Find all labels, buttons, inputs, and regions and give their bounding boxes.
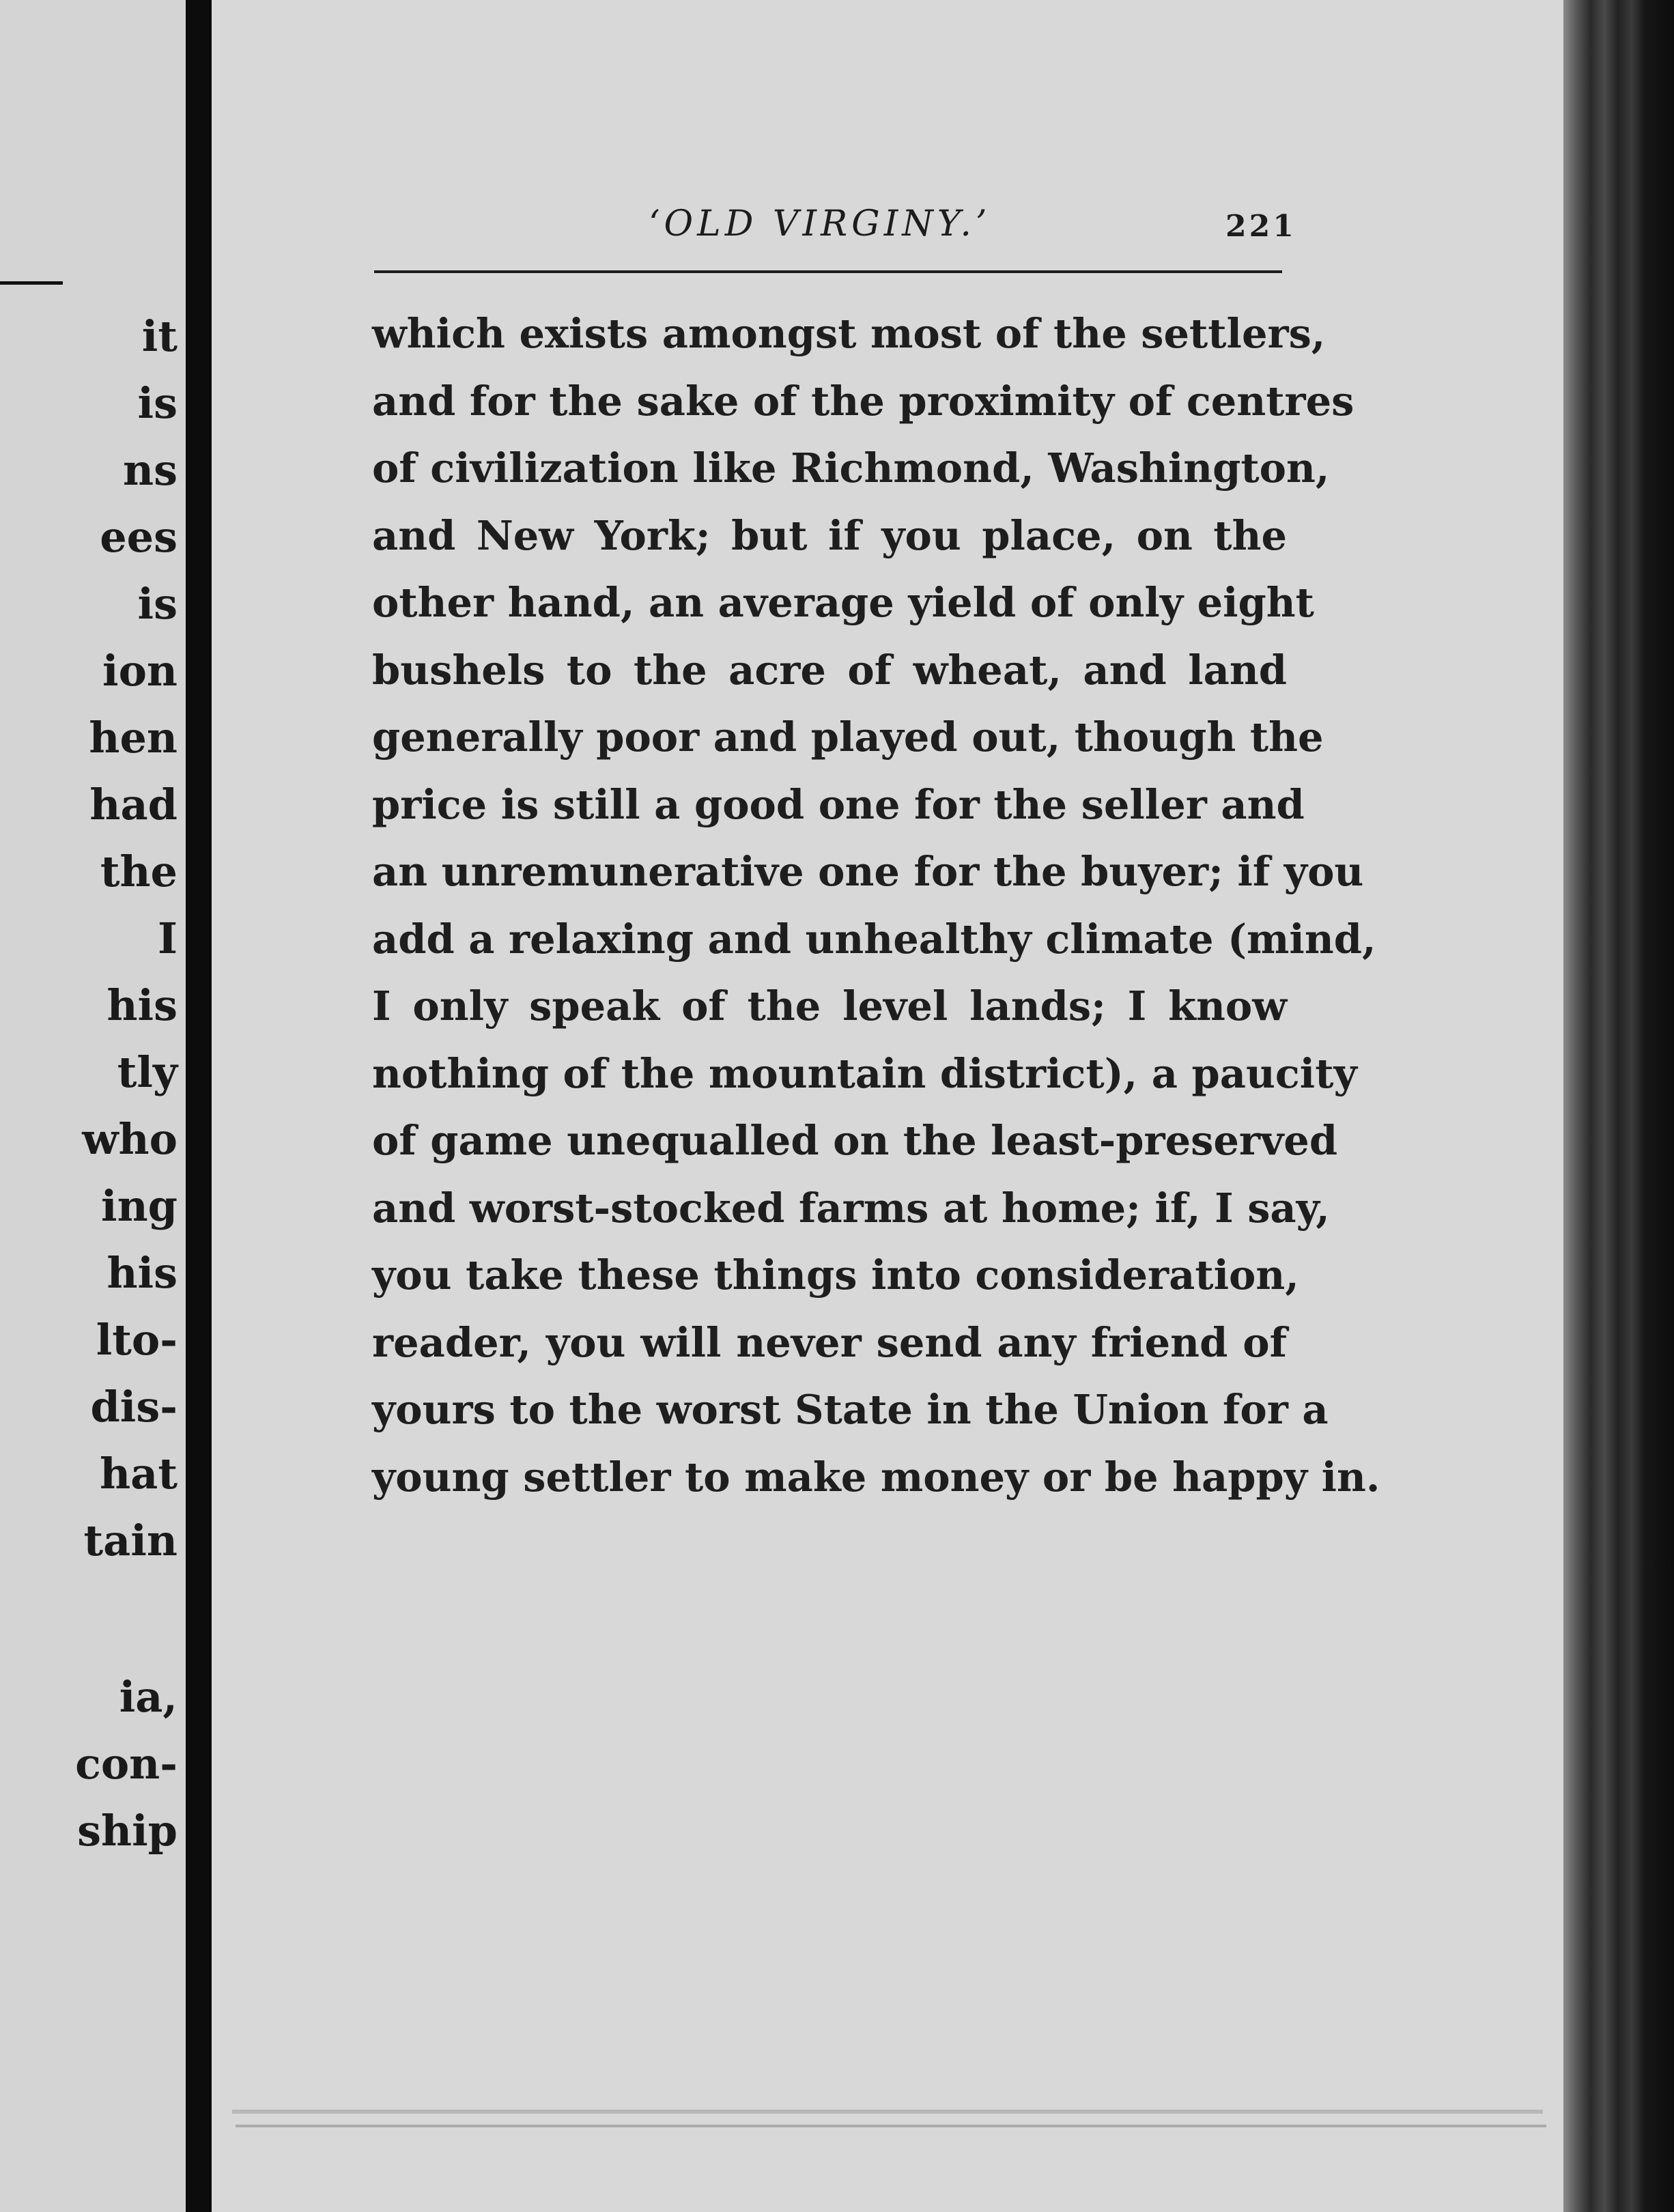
- page-number: 221: [1225, 209, 1296, 244]
- facing-page-fragment: had: [89, 780, 178, 830]
- text-line: an unremunerative one for the buyer; if you: [372, 848, 1364, 895]
- text-line: and worst-stocked farms at home; if, I say,: [372, 1184, 1330, 1232]
- text-line: yours to the worst State in the Union for a: [372, 1386, 1329, 1433]
- page-edge-line: [236, 2125, 1546, 2127]
- running-title: ‘OLD VIRGINY.’: [649, 203, 991, 244]
- text-line: generally poor and played out, though the: [372, 713, 1324, 761]
- facing-page-fragment: hat: [100, 1449, 178, 1499]
- text-line: and for the sake of the proximity of centres: [372, 377, 1354, 425]
- facing-page-fragment: his: [107, 1248, 178, 1298]
- facing-page-fragment: ia,: [119, 1672, 178, 1722]
- text-line: of game unequalled on the least-preserved: [372, 1117, 1338, 1164]
- facing-page-fragment: ns: [123, 445, 178, 495]
- text-line: I only speak of the level lands; I know: [372, 982, 1287, 1030]
- text-line: reader, you will never send any friend of: [372, 1318, 1287, 1366]
- text-line: add a relaxing and unhealthy climate (mind,: [372, 915, 1376, 963]
- facing-page-fragment: dis-: [90, 1382, 178, 1432]
- facing-page-fragment: his: [107, 980, 178, 1030]
- body-text: [372, 300, 1380, 1511]
- facing-page-fragment: con-: [75, 1739, 178, 1789]
- book-block-edge: [1563, 0, 1674, 2212]
- facing-page-left: [0, 0, 186, 2212]
- facing-page-fragment: lto-: [96, 1315, 178, 1365]
- text-line: nothing of the mountain district), a paucity: [372, 1049, 1357, 1097]
- facing-page-fragment: ees: [100, 512, 178, 562]
- facing-page-fragment: ing: [101, 1181, 178, 1231]
- text-line: young settler to make money or be happy in.: [372, 1453, 1380, 1501]
- text-line: you take these things into consideration,: [372, 1251, 1299, 1299]
- facing-page-fragment: tain: [83, 1516, 178, 1565]
- book-gutter: [186, 0, 212, 2212]
- text-line: of civilization like Richmond, Washington,: [372, 444, 1330, 492]
- header-rule: [374, 270, 1282, 273]
- text-line: and New York; but if you place, on the: [372, 511, 1287, 559]
- facing-page-fragment: ship: [77, 1806, 178, 1856]
- facing-page-header-rule: [0, 281, 63, 285]
- text-line: bushels to the acre of wheat, and land: [372, 646, 1287, 694]
- facing-page-fragment: ion: [102, 646, 178, 696]
- facing-page-fragment: hen: [89, 713, 178, 763]
- text-line: which exists amongst most of the settlers,: [372, 310, 1326, 357]
- facing-page-fragment: it: [141, 311, 178, 361]
- text-line: other hand, an average yield of only eight: [372, 579, 1314, 626]
- facing-page-fragment: I: [157, 913, 178, 963]
- page-edge-line: [232, 2110, 1543, 2114]
- facing-page-fragment: who: [82, 1114, 178, 1164]
- facing-page-fragment: is: [137, 579, 178, 629]
- facing-page-fragment: tly: [117, 1047, 178, 1097]
- facing-page-fragment: is: [137, 378, 178, 428]
- facing-page-fragment: the: [100, 847, 178, 896]
- text-line: price is still a good one for the seller and: [372, 780, 1305, 828]
